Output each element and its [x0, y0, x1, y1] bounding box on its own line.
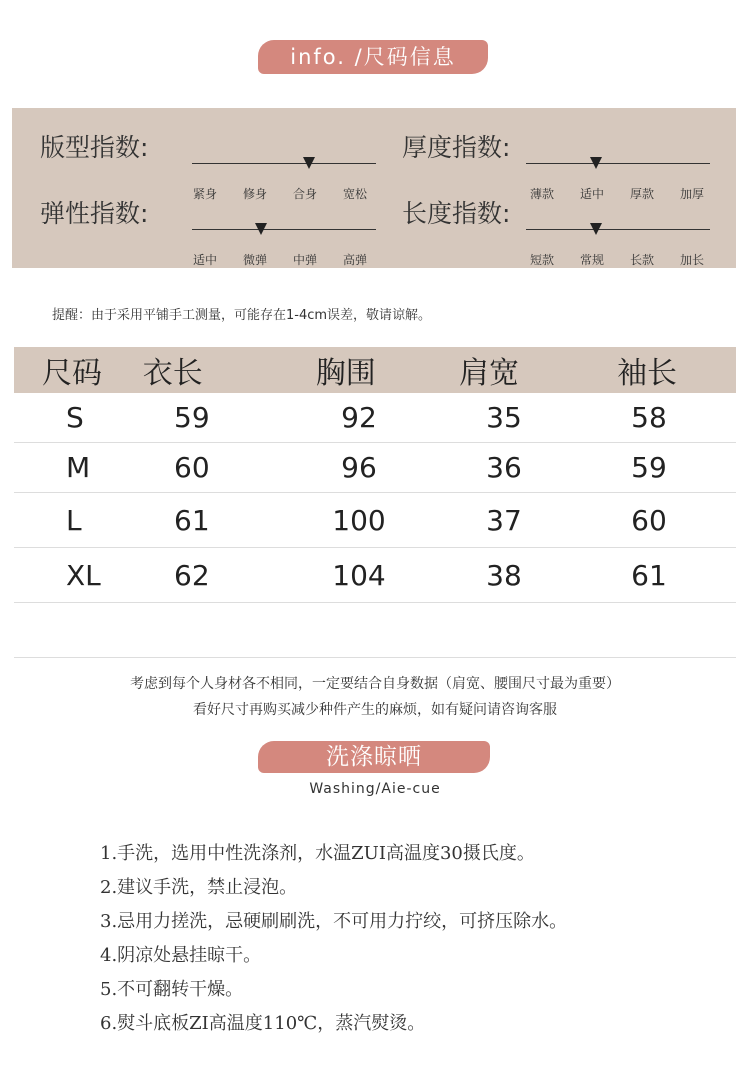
- index-scale-line: [526, 229, 710, 230]
- index-option: 宽松: [342, 187, 367, 201]
- wash-instruction: 6.熨斗底板ZI高温度110℃，蒸汽熨烫。: [100, 1013, 426, 1034]
- index-scale-line: [192, 163, 376, 164]
- index-scale-line: [526, 163, 710, 164]
- index-options: [185, 251, 375, 268]
- header-cell: 衣长: [142, 356, 203, 391]
- index-option: 厚款: [629, 187, 654, 201]
- size-note: 考虑到每个人身材各不相同，一定要结合自身数据（肩宽、腰围尺寸最为重要）: [130, 676, 620, 692]
- info-size-banner-label: info. /尺码信息: [290, 45, 456, 69]
- index-marker-icon: [590, 157, 602, 169]
- table-cell: 35: [486, 401, 522, 434]
- wash-instruction-list: [100, 842, 567, 1046]
- index-option: 常规: [579, 253, 604, 267]
- table-row: [14, 443, 736, 493]
- index-option: 适中: [192, 253, 217, 267]
- index-title: 版型指数:: [40, 133, 149, 162]
- size-table: [14, 347, 736, 603]
- index-option: 加厚: [679, 187, 704, 201]
- index-option: 中弹: [292, 253, 317, 267]
- index-option: 合身: [292, 187, 317, 201]
- table-cell: 38: [486, 558, 522, 592]
- table-cell: 104: [332, 558, 386, 592]
- wash-instruction: 5.不可翻转干燥。: [100, 979, 244, 1000]
- index-title: 厚度指数:: [402, 133, 511, 162]
- table-cell: 61: [174, 503, 210, 537]
- table-row: [14, 548, 736, 603]
- table-row: [14, 393, 736, 443]
- measurement-tip: 提醒：由于采用平铺手工测量，可能存在1-4cm误差，敬请谅解。: [52, 308, 432, 323]
- table-cell: 62: [174, 558, 210, 592]
- washing-banner: [258, 741, 490, 773]
- index-options: [522, 251, 712, 268]
- table-cell: 61: [631, 558, 667, 592]
- washing-subtitle: Washing/Aie-cue: [309, 781, 441, 797]
- index-marker-icon: [590, 223, 602, 235]
- section-divider: [14, 657, 736, 658]
- washing-banner-label: 洗涤晾晒: [326, 744, 422, 770]
- index-option: 修身: [242, 187, 267, 201]
- table-cell: 59: [174, 401, 210, 434]
- table-header: [14, 347, 736, 393]
- index-option: 微弹: [242, 253, 267, 267]
- wash-instruction: 2.建议手洗，禁止浸泡。: [100, 877, 298, 898]
- header-cell: 肩宽: [458, 356, 519, 391]
- table-cell: 100: [332, 503, 386, 537]
- wash-instruction: 1.手洗，选用中性洗涤剂，水温ZUI高温度30摄氏度。: [100, 843, 535, 864]
- index-title: 弹性指数:: [40, 199, 149, 228]
- table-cell: 37: [486, 503, 522, 537]
- index-scale-line: [192, 229, 376, 230]
- index-option: 薄款: [529, 187, 554, 201]
- index-elasticity: [40, 194, 400, 267]
- index-thickness: [402, 128, 750, 201]
- index-length: [402, 194, 750, 267]
- table-row: [14, 493, 736, 548]
- index-option: 短款: [529, 253, 554, 267]
- index-marker-icon: [303, 157, 315, 169]
- wash-instruction: 4.阴凉处悬挂晾干。: [100, 945, 262, 966]
- table-cell: 92: [341, 401, 377, 434]
- table-cell: 36: [486, 451, 522, 484]
- index-option: 加长: [679, 253, 704, 267]
- table-cell: XL: [66, 558, 101, 592]
- wash-instruction: 3.忌用力搓洗，忌硬刷刷洗，不可用力拧绞，可挤压除水。: [100, 911, 568, 932]
- table-cell: 58: [631, 401, 667, 434]
- index-option: 长款: [629, 253, 654, 267]
- table-cell: 60: [631, 503, 667, 537]
- index-title: 长度指数:: [402, 199, 511, 228]
- table-cell: 59: [631, 451, 667, 484]
- index-option: 紧身: [192, 187, 217, 201]
- header-cell: 尺码: [42, 356, 102, 391]
- info-size-banner: [258, 40, 488, 74]
- table-cell: S: [66, 401, 84, 434]
- index-option: 高弹: [342, 253, 367, 267]
- table-cell: 96: [341, 451, 377, 484]
- index-fit: [40, 128, 400, 201]
- table-cell: M: [66, 451, 91, 484]
- fit-index-panel: [12, 108, 736, 268]
- index-marker-icon: [255, 223, 267, 235]
- header-cell: 袖长: [617, 356, 678, 391]
- header-cell: 胸围: [315, 356, 376, 391]
- index-option: 适中: [579, 187, 604, 201]
- size-note: 看好尺寸再购买减少种件产生的麻烦，如有疑问请咨询客服: [193, 702, 557, 718]
- table-cell: 60: [174, 451, 210, 484]
- table-cell: L: [66, 503, 82, 537]
